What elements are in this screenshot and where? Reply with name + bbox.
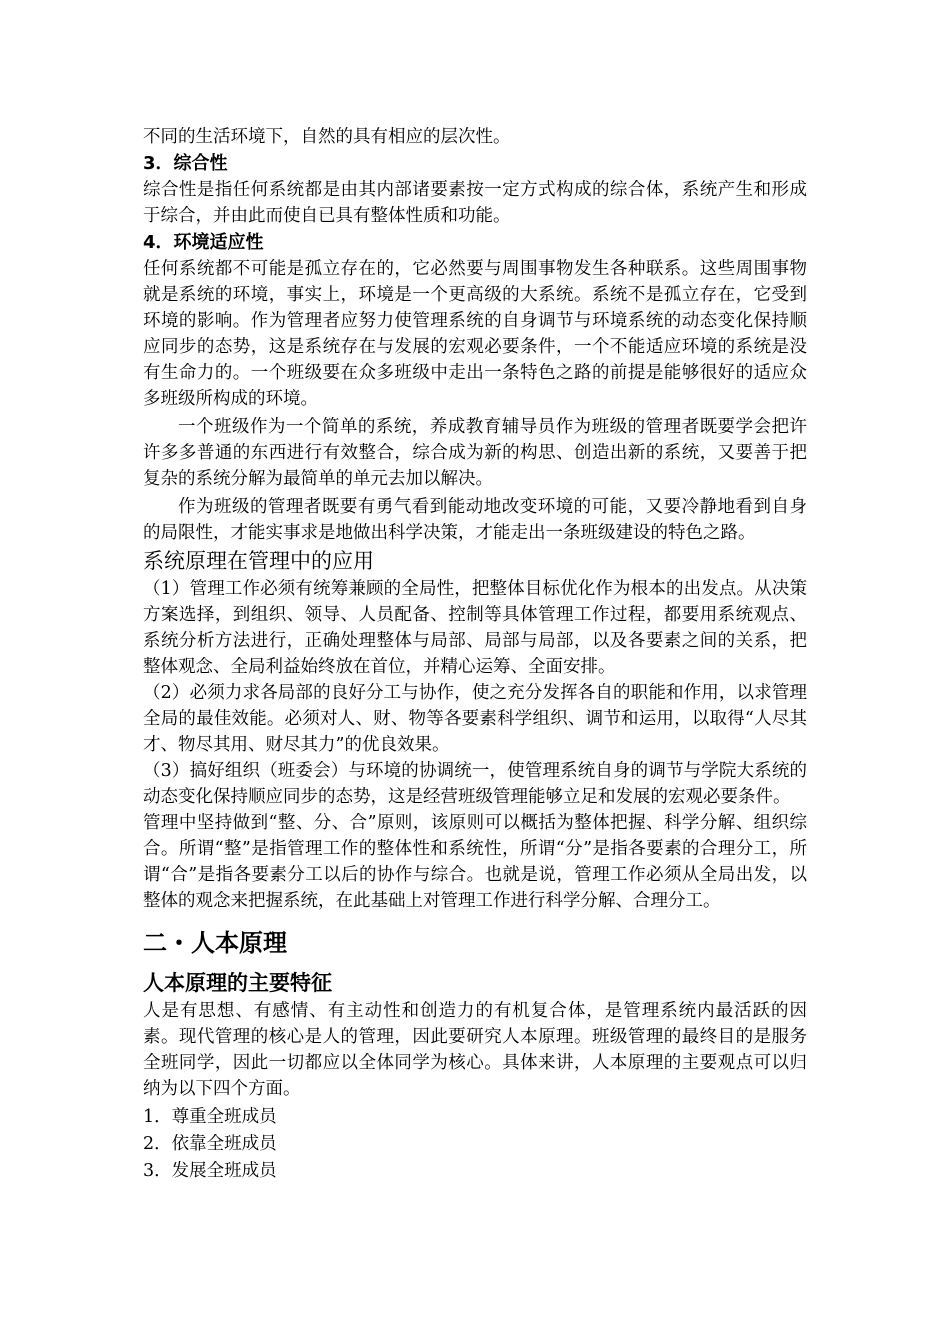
heading-human-principle-features: 人本原理的主要特征 (143, 971, 332, 995)
paragraph-human-principle: 人是有思想、有感情、有主动性和创造力的有机复合体，是管理系统内最活跃的因素。现代管理的核心是人的管理，因此要研究人本原理。班级管理的最终目的是服务全班同学，因此一切都应以全体同学为核心。具体来讲，人本原理的主要观点可以归纳为以下四个方面。 (143, 1001, 807, 1099)
list-item: 2．依靠全班成员 (143, 1134, 277, 1154)
paragraph-application-2: （2）必须力求各局部的良好分工与协作，使之充分发挥各自的职能和作用，以求管理全局的最佳效能。必须对人、财、物等各要素科学组织、调节和运用，以取得“人尽其才、物尽其用、财尽其力”的优良效果。 (143, 683, 807, 755)
heading-system-application: 系统原理在管理中的应用 (143, 549, 374, 573)
list-item: 3．发展全班成员 (143, 1161, 277, 1181)
paragraph-class-system: 一个班级作为一个简单的系统，养成教育辅导员作为班级的管理者既要学会把许 许多多普通的东西进行有效整合，综合成为新的构思、创造出新的系统，又要善于把复杂的系统分解为最简单的单元去加以解决。 (143, 417, 807, 489)
paragraph-application-4: 管理中坚持做到“整、分、合”原则，该原则可以概括为整体把握、科学分解、组织综合。所谓“整”是指管理工作的整体性和系统性，所谓“分”是指各要素的合理分工，所谓“合”是指各要素分工以后的协作与综合。也就是说，管理工作必须从全局出发，以整体的观念来把握系统，在此基础上对管理工作进行科学分解、合理分工。 (143, 813, 807, 911)
document-page (143, 124, 807, 1185)
list-item: 1．尊重全班成员 (143, 1107, 277, 1127)
paragraph-application-3: （3）搞好组织（班委会）与环境的协调统一，使管理系统自身的调节与学院大系统的动态变化保持顺应同步的态势，这是经营班级管理能够立足和发展的宏观必要条件。 (143, 761, 807, 807)
paragraph-intro: 不同的生活环境下，自然的具有相应的层次性。 (143, 127, 511, 147)
heading-comprehensiveness: 3．综合性 (143, 153, 228, 174)
paragraph-application-1: （1）管理工作必须有统筹兼顾的全局性，把整体目标优化作为根本的出发点。从决策方案选择，到组织、领导、人员配备、控制等具体管理工作过程，都要用系统观点、系统分析方法进行，正确处理整体与局部、局部与局部，以及各要素之间的关系，把整体观念、全局利益始终放在首位，并精心运筹、全面安排。 (143, 579, 807, 677)
paragraph-class-manager: 作为班级的管理者既要有勇气看到能动地改变环境的可能，又要冷静地看到自身的局限性，才能实事求是地做出科学决策，才能走出一条班级建设的特色之路。 (143, 497, 807, 543)
heading-environment-adaptability: 4．环境适应性 (143, 232, 264, 253)
paragraph-comprehensiveness: 综合性是指任何系统都是由其内部诸要素按一定方式构成的综合体，系统产生和形成于综合，并由此而使自已具有整体性质和功能。 (143, 180, 807, 226)
paragraph-environment-adaptability: 任何系统都不可能是孤立存在的，它必然要与周围事物发生各种联系。这些周围事物就是系统的环境，事实上，环境是一个更高级的大系统。系统不是孤立存在，它受到环境的影响。作为管理者应努力使管理系统的自身调节与环境系统的动态变化保持顺应同步的态势，这是系统存在与发展的宏观必要条件，一个不能适应环境的系统是没有生命力的。一个班级要在众多班级中走出一条特色之路的前提是能够很好的适应众多班级所构成的环境。 (143, 259, 807, 409)
heading-human-principle: 二・人本原理 (143, 929, 287, 957)
